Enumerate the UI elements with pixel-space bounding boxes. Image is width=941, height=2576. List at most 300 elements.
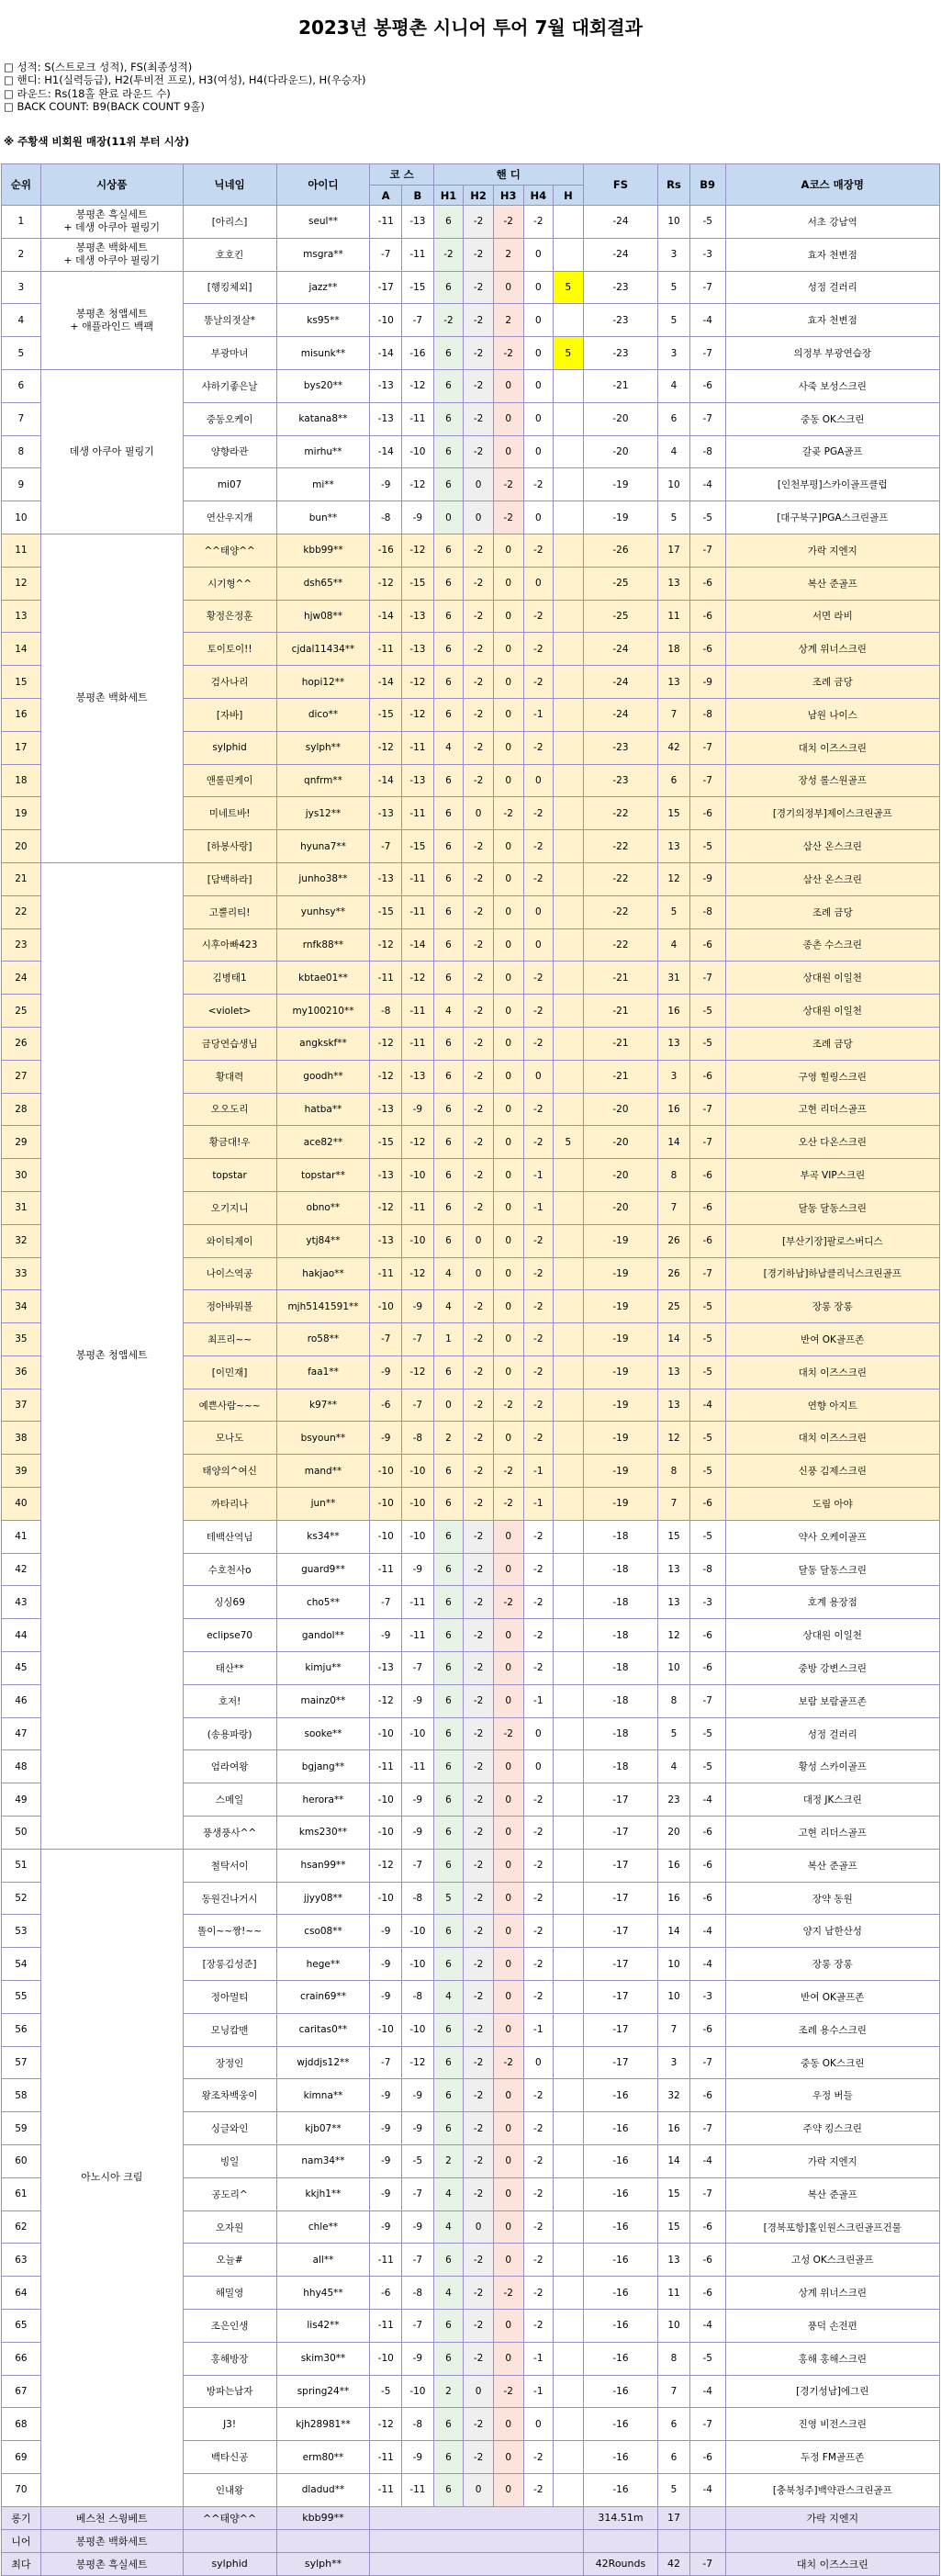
cell-b9: -3: [689, 1586, 725, 1619]
award-category: 니어: [2, 2529, 41, 2552]
cell-fs: -17: [583, 2046, 658, 2079]
cell-id: gandol**: [276, 1619, 370, 1652]
cell-rs: 31: [658, 962, 690, 995]
cell-h: [554, 1882, 584, 1915]
cell-nick: 인내왕: [183, 2473, 276, 2506]
cell-h4: -2: [523, 995, 554, 1028]
cell-rs: 12: [658, 1619, 690, 1652]
note-backcount: □ BACK COUNT: B9(BACK COUNT 9홀): [4, 99, 205, 113]
cell-h2: -2: [464, 2177, 494, 2210]
cell-b9: -6: [689, 2277, 725, 2310]
cell-id: jun**: [276, 1488, 370, 1521]
cell-b: -15: [402, 567, 434, 600]
cell-nick: 예쁜사람~~~: [183, 1389, 276, 1422]
cell-b: -9: [402, 1817, 434, 1850]
award-blank: [370, 2529, 583, 2552]
cell-h4: -2: [523, 1027, 554, 1060]
cell-rank: 66: [2, 2342, 41, 2375]
cell-h1: 6: [433, 337, 464, 370]
cell-a: -11: [370, 962, 402, 995]
cell-rank: 41: [2, 1520, 41, 1553]
cell-h3: 0: [493, 1619, 523, 1652]
cell-b9: -7: [689, 731, 725, 764]
cell-store: [대구북구]PGA스크린골프: [725, 501, 939, 534]
cell-h: [554, 2441, 584, 2474]
note-rounds: □ 라운드: Rs(18홀 완료 라운드 수): [4, 86, 171, 100]
cell-nick: ^^태양^^: [183, 534, 276, 567]
cell-prize: 봉평촌 백화세트 + 데생 아쿠아 필링기: [40, 238, 183, 271]
cell-rank: 4: [2, 304, 41, 337]
cell-rank: 51: [2, 1849, 41, 1882]
cell-rs: 20: [658, 1817, 690, 1850]
cell-h3: 0: [493, 1060, 523, 1093]
cell-rank: 63: [2, 2244, 41, 2277]
cell-rank: 64: [2, 2277, 41, 2310]
cell-h2: -2: [464, 830, 494, 863]
cell-h: [554, 1586, 584, 1619]
award-rs: 42: [658, 2552, 690, 2575]
cell-b: -8: [402, 1422, 434, 1455]
cell-h4: -2: [523, 1586, 554, 1619]
cell-rank: 49: [2, 1783, 41, 1817]
cell-rs: 10: [658, 206, 690, 239]
cell-a: -12: [370, 2408, 402, 2441]
cell-b9: -8: [689, 698, 725, 731]
cell-h1: 6: [433, 1783, 464, 1817]
cell-rank: 22: [2, 895, 41, 928]
cell-b9: -6: [689, 633, 725, 666]
cell-a: -9: [370, 1915, 402, 1948]
cell-id: lis42**: [276, 2310, 370, 2343]
cell-a: -9: [370, 1619, 402, 1652]
cell-nick: [이민재]: [183, 1355, 276, 1389]
cell-h4: 0: [523, 567, 554, 600]
cell-h3: 0: [493, 534, 523, 567]
cell-b9: -3: [689, 238, 725, 271]
cell-rank: 39: [2, 1455, 41, 1488]
cell-fs: -23: [583, 271, 658, 304]
cell-h1: 6: [433, 698, 464, 731]
cell-h1: 6: [433, 1224, 464, 1257]
cell-fs: -16: [583, 2177, 658, 2210]
cell-rs: 6: [658, 2408, 690, 2441]
cell-fs: -21: [583, 995, 658, 1028]
header-id: 아이디: [276, 164, 370, 206]
cell-id: ace82**: [276, 1126, 370, 1159]
cell-b9: -7: [689, 2408, 725, 2441]
cell-h1: 6: [433, 369, 464, 402]
cell-b9: -4: [689, 1783, 725, 1817]
cell-b9: -6: [689, 1060, 725, 1093]
table-row: [2, 238, 940, 271]
cell-fs: -17: [583, 1849, 658, 1882]
cell-h4: -2: [523, 600, 554, 633]
cell-fs: -16: [583, 2310, 658, 2343]
table-row: [2, 1849, 940, 1882]
cell-store: 황성 스카이골프: [725, 1750, 939, 1783]
cell-rank: 26: [2, 1027, 41, 1060]
cell-h4: -2: [523, 1520, 554, 1553]
cell-rs: 6: [658, 2441, 690, 2474]
cell-a: -9: [370, 1355, 402, 1389]
cell-a: -11: [370, 2441, 402, 2474]
cell-a: -9: [370, 1948, 402, 1981]
cell-rs: 13: [658, 567, 690, 600]
cell-h1: 6: [433, 1093, 464, 1126]
cell-b9: -8: [689, 435, 725, 468]
cell-h2: -2: [464, 1422, 494, 1455]
cell-fs: -18: [583, 1717, 658, 1750]
cell-h4: -2: [523, 1389, 554, 1422]
cell-rank: 14: [2, 633, 41, 666]
cell-id: jjyy08**: [276, 1882, 370, 1915]
cell-h: [554, 402, 584, 435]
cell-b: -13: [402, 1060, 434, 1093]
award-store: 대치 이즈스크린: [725, 2552, 939, 2575]
cell-h1: 4: [433, 2210, 464, 2244]
cell-fs: -16: [583, 2342, 658, 2375]
cell-b: -7: [402, 2244, 434, 2277]
cell-nick: 미네트바!: [183, 797, 276, 830]
cell-rs: 14: [658, 1126, 690, 1159]
cell-h1: 6: [433, 206, 464, 239]
cell-id: nam34**: [276, 2145, 370, 2178]
award-b9: [689, 2506, 725, 2529]
cell-fs: -16: [583, 2473, 658, 2506]
cell-store: 도림 아야: [725, 1488, 939, 1521]
cell-rank: 11: [2, 534, 41, 567]
cell-h3: 0: [493, 1783, 523, 1817]
cell-h1: 6: [433, 1355, 464, 1389]
cell-fs: -22: [583, 797, 658, 830]
cell-a: -13: [370, 797, 402, 830]
cell-store: 연향 아지트: [725, 1389, 939, 1422]
cell-b: -8: [402, 1882, 434, 1915]
cell-rs: 5: [658, 271, 690, 304]
cell-b: -15: [402, 271, 434, 304]
cell-h3: 0: [493, 1323, 523, 1356]
cell-b: -12: [402, 2046, 434, 2079]
award-b9: -7: [689, 2552, 725, 2575]
cell-rs: 5: [658, 304, 690, 337]
cell-h4: -2: [523, 1948, 554, 1981]
cell-h4: -2: [523, 731, 554, 764]
cell-h2: -2: [464, 2046, 494, 2079]
cell-rs: 13: [658, 1355, 690, 1389]
cell-h: [554, 534, 584, 567]
cell-h2: -2: [464, 1159, 494, 1192]
cell-h3: 0: [493, 1652, 523, 1685]
cell-b: -12: [402, 666, 434, 699]
cell-h3: 0: [493, 2112, 523, 2145]
cell-h2: -2: [464, 2244, 494, 2277]
cell-rs: 13: [658, 666, 690, 699]
cell-h3: 0: [493, 830, 523, 863]
award-fs: [583, 2529, 658, 2552]
cell-h4: -2: [523, 962, 554, 995]
cell-b: -10: [402, 1717, 434, 1750]
cell-fs: -17: [583, 1948, 658, 1981]
cell-h3: 0: [493, 2408, 523, 2441]
cell-a: -6: [370, 2277, 402, 2310]
cell-a: -7: [370, 1323, 402, 1356]
header-store: A코스 매장명: [725, 164, 939, 206]
cell-b9: -5: [689, 1717, 725, 1750]
cell-a: -12: [370, 1191, 402, 1224]
award-prize: 봉평촌 흑실세트: [40, 2552, 183, 2575]
cell-h: [554, 206, 584, 239]
cell-h2: -2: [464, 600, 494, 633]
cell-rank: 27: [2, 1060, 41, 1093]
cell-rs: 4: [658, 369, 690, 402]
cell-nick: 와이티제이: [183, 1224, 276, 1257]
cell-h3: 0: [493, 2177, 523, 2210]
cell-fs: -18: [583, 1652, 658, 1685]
cell-rs: 42: [658, 731, 690, 764]
cell-store: 남원 나이스: [725, 698, 939, 731]
cell-id: cso08**: [276, 1915, 370, 1948]
cell-h1: 6: [433, 2310, 464, 2343]
cell-id: topstar**: [276, 1159, 370, 1192]
cell-store: 종촌 수스크린: [725, 928, 939, 962]
award-id: [276, 2529, 370, 2552]
cell-h3: 0: [493, 666, 523, 699]
cell-a: -7: [370, 238, 402, 271]
cell-fs: -26: [583, 534, 658, 567]
cell-id: dladud**: [276, 2473, 370, 2506]
cell-rank: 56: [2, 2013, 41, 2046]
cell-h1: 6: [433, 1684, 464, 1717]
cell-a: -14: [370, 435, 402, 468]
cell-h1: 6: [433, 435, 464, 468]
cell-nick: 황금대!우: [183, 1126, 276, 1159]
cell-rank: 28: [2, 1093, 41, 1126]
cell-store: 성정 걸러리: [725, 1717, 939, 1750]
cell-id: bgjang**: [276, 1750, 370, 1783]
cell-fs: -18: [583, 1520, 658, 1553]
cell-fs: -17: [583, 1882, 658, 1915]
cell-nick: 호호킨: [183, 238, 276, 271]
cell-nick: [자바]: [183, 698, 276, 731]
cell-nick: 엄라여왕: [183, 1750, 276, 1783]
cell-h1: 6: [433, 764, 464, 797]
cell-prize: 아노시아 크림: [40, 1849, 183, 2506]
cell-h4: -1: [523, 2342, 554, 2375]
cell-h2: -2: [464, 731, 494, 764]
cell-h3: 0: [493, 2013, 523, 2046]
cell-h4: -1: [523, 1191, 554, 1224]
cell-store: 대치 이즈스크린: [725, 1422, 939, 1455]
cell-rs: 13: [658, 1586, 690, 1619]
cell-nick: 모닝캄맨: [183, 2013, 276, 2046]
cell-nick: 까타리나: [183, 1488, 276, 1521]
cell-nick: 양향라관: [183, 435, 276, 468]
cell-h2: -2: [464, 1619, 494, 1652]
cell-fs: -24: [583, 633, 658, 666]
cell-h2: 0: [464, 501, 494, 534]
cell-b: -5: [402, 2145, 434, 2178]
cell-b9: -6: [689, 1817, 725, 1850]
cell-nick: 싱싱69: [183, 1586, 276, 1619]
award-id: kbb99**: [276, 2506, 370, 2529]
cell-h3: -2: [493, 1488, 523, 1521]
cell-h2: -2: [464, 271, 494, 304]
cell-a: -11: [370, 2244, 402, 2277]
cell-h1: 6: [433, 1849, 464, 1882]
cell-nick: 왕조차백웅이: [183, 2079, 276, 2112]
cell-prize: 봉평촌 흑실세트 + 데생 아쿠아 필링기: [40, 206, 183, 239]
cell-h1: 6: [433, 534, 464, 567]
cell-a: -9: [370, 2145, 402, 2178]
cell-nick: [하봉사랑]: [183, 830, 276, 863]
cell-h1: 6: [433, 666, 464, 699]
cell-store: 호계 용장점: [725, 1586, 939, 1619]
cell-nick: mi07: [183, 468, 276, 501]
cell-fs: -19: [583, 1389, 658, 1422]
cell-h4: -2: [523, 468, 554, 501]
cell-h1: 1: [433, 1323, 464, 1356]
cell-h1: 6: [433, 928, 464, 962]
cell-b9: -4: [689, 1915, 725, 1948]
cell-h4: -2: [523, 2112, 554, 2145]
cell-h1: 6: [433, 1191, 464, 1224]
cell-a: -10: [370, 1783, 402, 1817]
cell-store: 서면 라비: [725, 600, 939, 633]
cell-rank: 37: [2, 1389, 41, 1422]
cell-b9: -5: [689, 1355, 725, 1389]
cell-b: -9: [402, 2210, 434, 2244]
cell-h1: 6: [433, 2079, 464, 2112]
cell-rank: 70: [2, 2473, 41, 2506]
cell-fs: -23: [583, 304, 658, 337]
cell-fs: -22: [583, 895, 658, 928]
cell-a: -12: [370, 928, 402, 962]
cell-h2: -2: [464, 1981, 494, 2014]
award-blank: [370, 2552, 583, 2575]
cell-h1: 6: [433, 2046, 464, 2079]
cell-id: kkjh1**: [276, 2177, 370, 2210]
cell-h2: -2: [464, 1849, 494, 1882]
cell-h4: -1: [523, 2013, 554, 2046]
cell-rank: 30: [2, 1159, 41, 1192]
cell-h3: 0: [493, 1849, 523, 1882]
cell-h2: -2: [464, 1027, 494, 1060]
cell-a: -9: [370, 2210, 402, 2244]
cell-store: [경북포항]홀인원스크린골프건물: [725, 2210, 939, 2244]
cell-nick: 오자원: [183, 2210, 276, 2244]
cell-h3: 0: [493, 698, 523, 731]
cell-fs: -25: [583, 600, 658, 633]
cell-store: 고현 리더스골프: [725, 1093, 939, 1126]
cell-b9: -7: [689, 1093, 725, 1126]
cell-a: -9: [370, 468, 402, 501]
cell-a: -17: [370, 271, 402, 304]
cell-b: -11: [402, 895, 434, 928]
cell-rs: 3: [658, 238, 690, 271]
cell-h: [554, 2277, 584, 2310]
cell-h2: -2: [464, 1817, 494, 1850]
cell-h4: -1: [523, 1488, 554, 1521]
cell-h3: -2: [493, 2277, 523, 2310]
cell-h2: -2: [464, 1652, 494, 1685]
cell-id: all**: [276, 2244, 370, 2277]
award-row: [2, 2552, 940, 2575]
cell-store: 중방 강변스크린: [725, 1652, 939, 1685]
header-prize: 시상품: [40, 164, 183, 206]
cell-fs: -23: [583, 337, 658, 370]
cell-b9: -6: [689, 797, 725, 830]
cell-h2: 0: [464, 2375, 494, 2408]
cell-b: -9: [402, 2441, 434, 2474]
cell-id: crain69**: [276, 1981, 370, 2014]
cell-fs: -16: [583, 2408, 658, 2441]
cell-a: -15: [370, 698, 402, 731]
award-b9: [689, 2529, 725, 2552]
cell-rs: 14: [658, 1323, 690, 1356]
cell-nick: 동원건나거시: [183, 1882, 276, 1915]
cell-h1: 6: [433, 2342, 464, 2375]
cell-b: -10: [402, 1159, 434, 1192]
cell-id: misunk**: [276, 337, 370, 370]
cell-h4: 0: [523, 895, 554, 928]
cell-id: kbtae01**: [276, 962, 370, 995]
cell-store: 조례 금당: [725, 1027, 939, 1060]
cell-a: -7: [370, 2046, 402, 2079]
cell-b: -10: [402, 1948, 434, 1981]
cell-a: -10: [370, 2013, 402, 2046]
cell-b9: -5: [689, 2342, 725, 2375]
cell-h3: 0: [493, 369, 523, 402]
cell-store: [부산기장]팔로스버디스: [725, 1224, 939, 1257]
note-handi: □ 핸디: H1(실력등급), H2(투비전 프로), H3(여성), H4(다라운드), H(우승자): [4, 73, 366, 87]
cell-a: -11: [370, 1553, 402, 1586]
cell-a: -13: [370, 402, 402, 435]
award-fs: 314.51m: [583, 2506, 658, 2529]
cell-b9: -7: [689, 2046, 725, 2079]
cell-h3: 0: [493, 1520, 523, 1553]
cell-store: 조례 용수스크린: [725, 2013, 939, 2046]
cell-rs: 5: [658, 501, 690, 534]
cell-h1: 6: [433, 633, 464, 666]
cell-nick: 샤하기좋은날: [183, 369, 276, 402]
cell-store: 의정부 부광연습장: [725, 337, 939, 370]
cell-store: 중동 OK스크린: [725, 402, 939, 435]
cell-h: [554, 698, 584, 731]
cell-fs: -20: [583, 402, 658, 435]
cell-b: -11: [402, 1191, 434, 1224]
cell-rs: 6: [658, 402, 690, 435]
cell-nick: 스메일: [183, 1783, 276, 1817]
cell-store: 장롱 장롱: [725, 1948, 939, 1981]
cell-fs: -19: [583, 1323, 658, 1356]
cell-h: [554, 1849, 584, 1882]
cell-h3: 0: [493, 1981, 523, 2014]
cell-h1: 0: [433, 501, 464, 534]
cell-a: -9: [370, 1981, 402, 2014]
cell-h3: 0: [493, 1290, 523, 1323]
cell-store: 달동 달동스크린: [725, 1553, 939, 1586]
cell-rs: 15: [658, 1520, 690, 1553]
cell-rs: 26: [658, 1257, 690, 1290]
cell-id: bys20**: [276, 369, 370, 402]
cell-h2: -2: [464, 1060, 494, 1093]
cell-b: -11: [402, 1027, 434, 1060]
cell-h3: 0: [493, 1684, 523, 1717]
cell-nick: 태양의^여신: [183, 1455, 276, 1488]
cell-b9: -7: [689, 962, 725, 995]
cell-h3: 0: [493, 1948, 523, 1981]
cell-h1: 4: [433, 1981, 464, 2014]
